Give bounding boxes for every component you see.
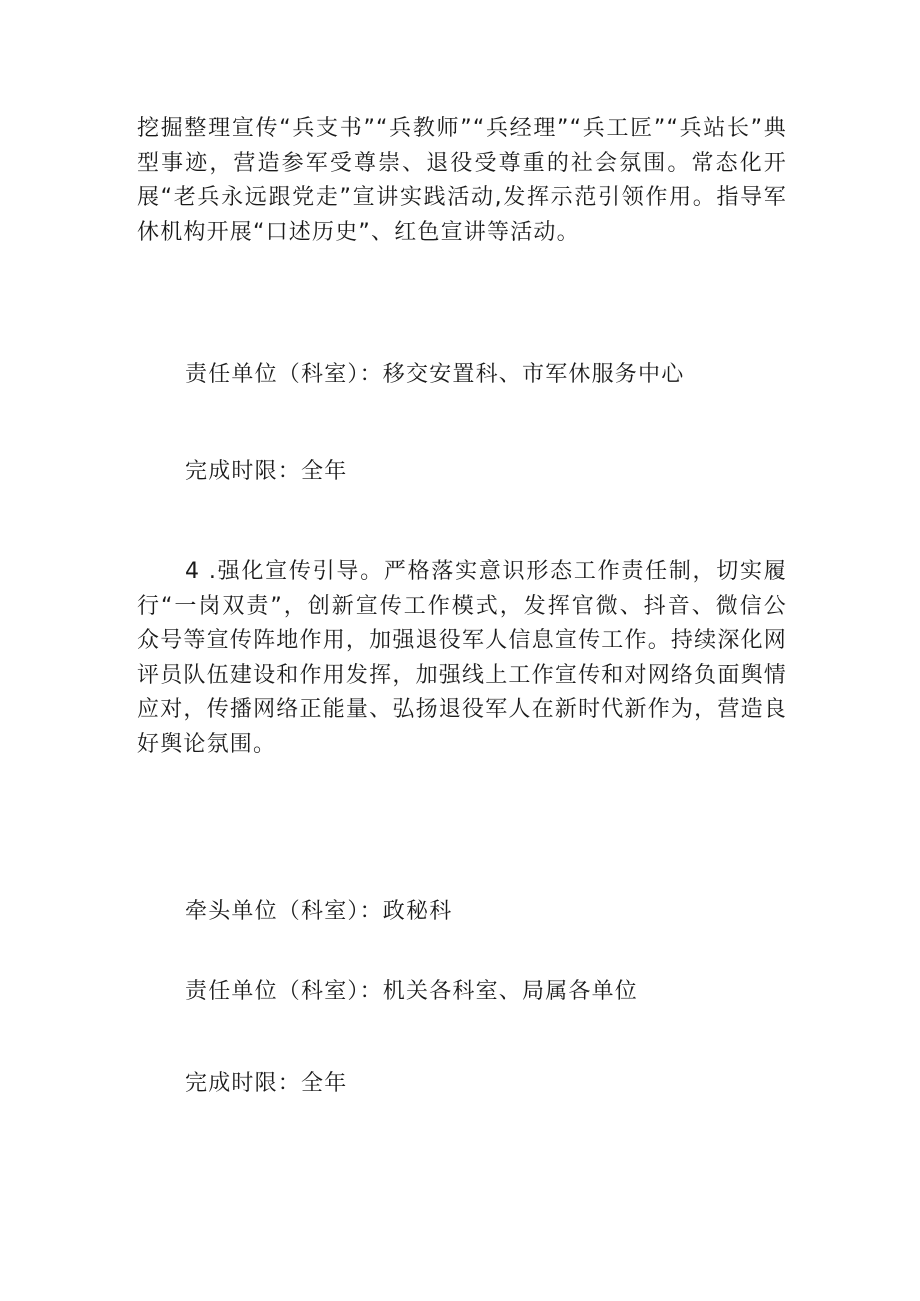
deadline-line-2: 完成时限：全年 <box>185 1071 348 1096</box>
deadline-line-1: 完成时限：全年 <box>185 459 348 484</box>
intro-paragraph: 挖掘整理宣传“兵支书”“兵教师”“兵经理”“兵工匠”“兵站长”典型事迹，营造参军受尊崇、退役受尊重的社会氛围。常态化开展“老兵永远跟党走”宣讲实践活动,发挥示范引领作用。指导军休机构开展“口述历史”、红色宣讲等活动。 <box>137 116 787 245</box>
lead-unit-line-2: 牵头单位（科室）：政秘科 <box>185 899 453 924</box>
responsible-unit-line-1: 责任单位（科室）：移交安置科、市军休服务中心 <box>185 362 685 387</box>
responsible-unit-line-2: 责任单位（科室）：机关各科室、局属各单位 <box>185 979 639 1004</box>
item-4-paragraph: 4 .强化宣传引导。严格落实意识形态工作责任制，切实履行“一岗双责”，创新宣传工作模式，发挥官微、抖音、微信公众号等宣传阵地作用，加强退役军人信息宣传工作。持续深化网评员队伍建设和作用发挥，加强线上工作宣传和对网络负面舆情应对，传播网络正能量、弘扬退役军人在新时代新作为，营造良好舆论氛围。 <box>137 559 787 757</box>
